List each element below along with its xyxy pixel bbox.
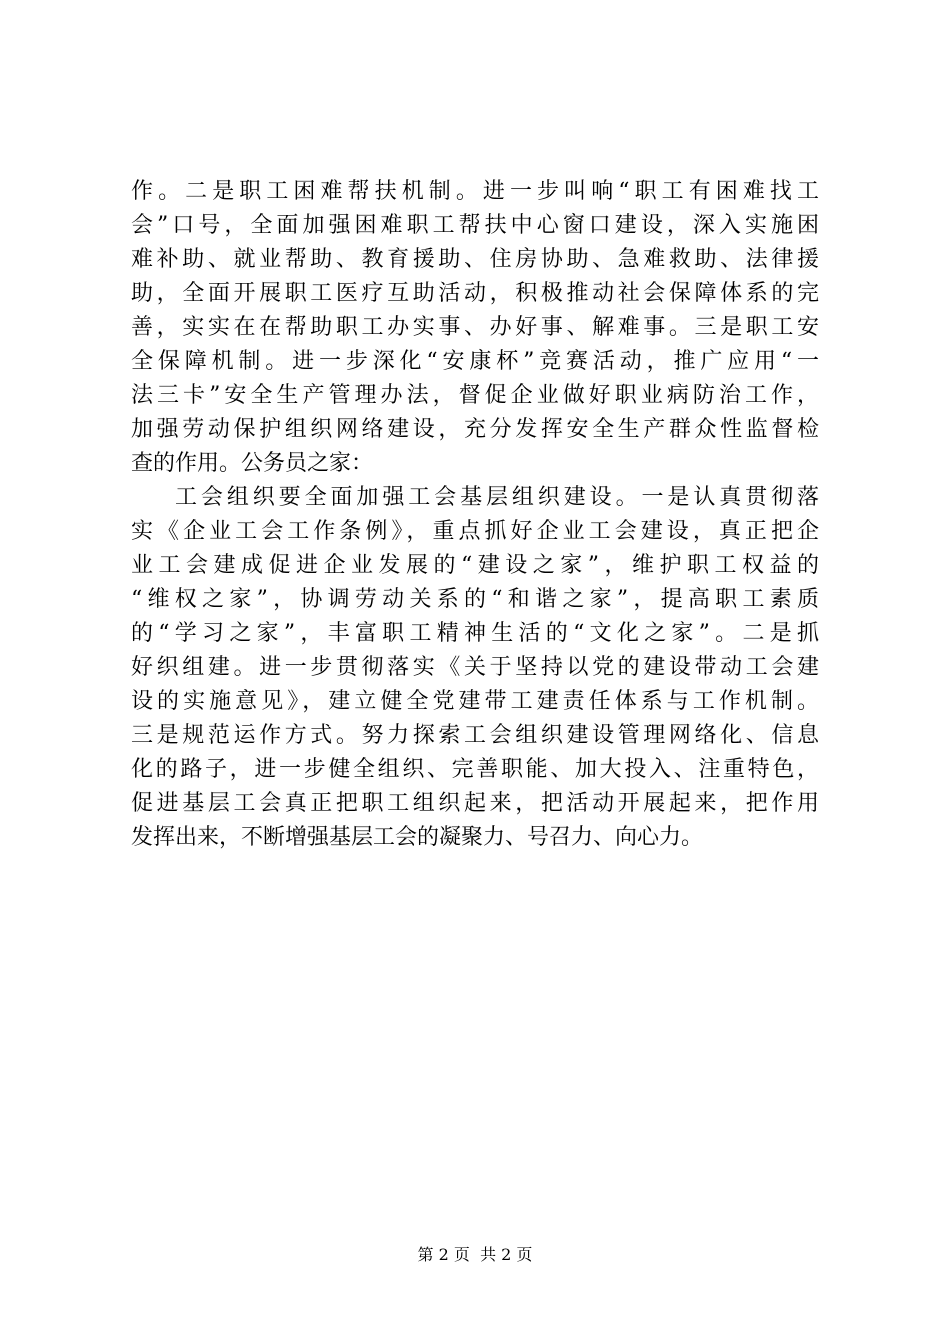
text-line: 难补助、就业帮助、教育援助、住房协助、急难救助、法律援 [131,247,819,272]
text-line: 加强劳动保护组织网络建设，充分发挥安全生产群众性监督检 [131,417,819,442]
text-line: 全保障机制。进一步深化“安康杯”竞赛活动，推广应用“一 [131,349,819,374]
text-line: 的“学习之家”，丰富职工精神生活的“文化之家”。二是抓 [131,621,819,646]
text-line: 化的路子，进一步健全组织、完善职能、加大投入、注重特色， [131,757,819,782]
text-line: 作。二是职工困难帮扶机制。进一步叫响“职工有困难找工 [131,179,819,204]
text-line: 业工会建成促进企业发展的“建设之家”，维护职工权益的 [131,553,819,578]
text-line: “维权之家”，协调劳动关系的“和谐之家”，提高职工素质 [131,587,819,612]
text-line: 工会组织要全面加强工会基层组织建设。一是认真贯彻落 [175,485,819,510]
paragraph-2 [131,481,819,855]
document-body [131,175,819,855]
text-line: 会”口号，全面加强困难职工帮扶中心窗口建设，深入实施困 [131,213,819,238]
text-line: 促进基层工会真正把职工组织起来，把活动开展起来，把作用 [131,791,819,816]
text-line: 好织组建。进一步贯彻落实《关于坚持以党的建设带动工会建 [131,655,819,680]
text-line: 善，实实在在帮助职工办实事、办好事、解难事。三是职工安 [131,315,819,340]
paragraph-1 [131,175,819,481]
text-line: 助，全面开展职工医疗互助活动，积极推动社会保障体系的完 [131,281,819,306]
text-line: 设的实施意见》，建立健全党建带工建责任体系与工作机制。 [131,689,819,714]
text-line: 三是规范运作方式。努力探索工会组织建设管理网络化、信息 [131,723,819,748]
text-line: 实《企业工会工作条例》，重点抓好企业工会建设，真正把企 [131,519,819,544]
text-line: 发挥出来，不断增强基层工会的凝聚力、号召力、向心力。 [131,825,704,850]
text-line: 法三卡”安全生产管理办法，督促企业做好职业病防治工作， [131,383,819,408]
page-number-footer: 第 2 页 共 2 页 [417,1245,533,1264]
text-line: 查的作用。公务员之家： [131,451,374,476]
